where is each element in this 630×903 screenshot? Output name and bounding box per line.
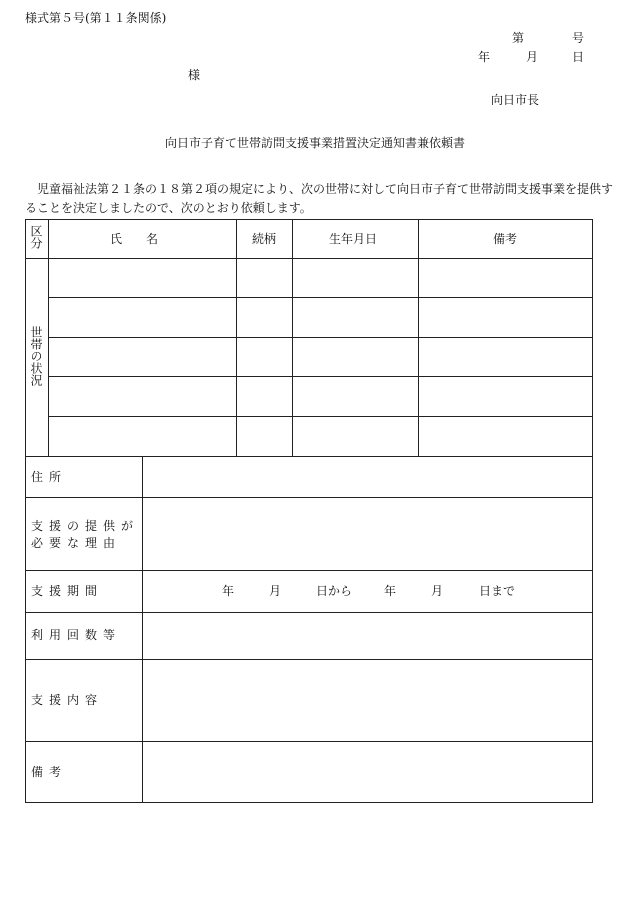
table-row[interactable]	[49, 377, 592, 416]
content-label: 支援内容	[31, 693, 104, 707]
table-row[interactable]	[49, 259, 592, 297]
header-kubun: 区分	[29, 225, 43, 249]
usage-label: 利用回数等	[31, 628, 122, 642]
header-birthdate: 生年月日	[329, 232, 378, 246]
header-remarks: 備考	[493, 232, 518, 246]
content-field[interactable]	[143, 660, 592, 741]
document-title: 向日市子育て世帯訪問支援事業措置決定通知書兼依頼書	[164, 136, 465, 150]
period-year-1: 年	[222, 584, 235, 598]
period-to: 日まで	[479, 584, 516, 598]
address-label: 住所	[31, 470, 68, 484]
table-row[interactable]	[49, 417, 592, 456]
form-number: 様式第５号(第１１条関係)	[25, 11, 167, 25]
issuer: 向日市長	[491, 93, 540, 107]
number-prefix: 第	[512, 31, 525, 45]
period-label: 支援期間	[31, 584, 104, 598]
period-month-2: 月	[431, 584, 444, 598]
date-month: 月	[526, 50, 539, 64]
date-year: 年	[478, 50, 491, 64]
period-year-2: 年	[384, 584, 397, 598]
remarks-field[interactable]	[143, 742, 592, 802]
addressee: 様	[188, 68, 201, 82]
table-row[interactable]	[49, 298, 592, 337]
reason-label-line2: 必要な理由	[31, 536, 122, 550]
header-relation: 続柄	[252, 232, 277, 246]
number-suffix: 号	[572, 31, 585, 45]
household-status-label: 世帯の状況	[29, 326, 43, 386]
body-paragraph: 児童福祉法第２１条の１８第２項の規定により、次の世帯に対して向日市子育て世帯訪問支援事業を提供することを決定しましたので、次のとおり依頼します。	[25, 182, 614, 215]
header-name: 氏 名	[110, 232, 159, 246]
period-from: 日から	[316, 584, 353, 598]
table-row[interactable]	[49, 338, 592, 376]
usage-field[interactable]	[143, 613, 592, 659]
address-field[interactable]	[143, 457, 592, 497]
remarks-label: 備考	[31, 765, 68, 779]
reason-field[interactable]	[143, 498, 592, 570]
reason-label-line1: 支援の提供が	[31, 519, 140, 533]
date-day: 日	[572, 50, 585, 64]
period-month-1: 月	[269, 584, 282, 598]
